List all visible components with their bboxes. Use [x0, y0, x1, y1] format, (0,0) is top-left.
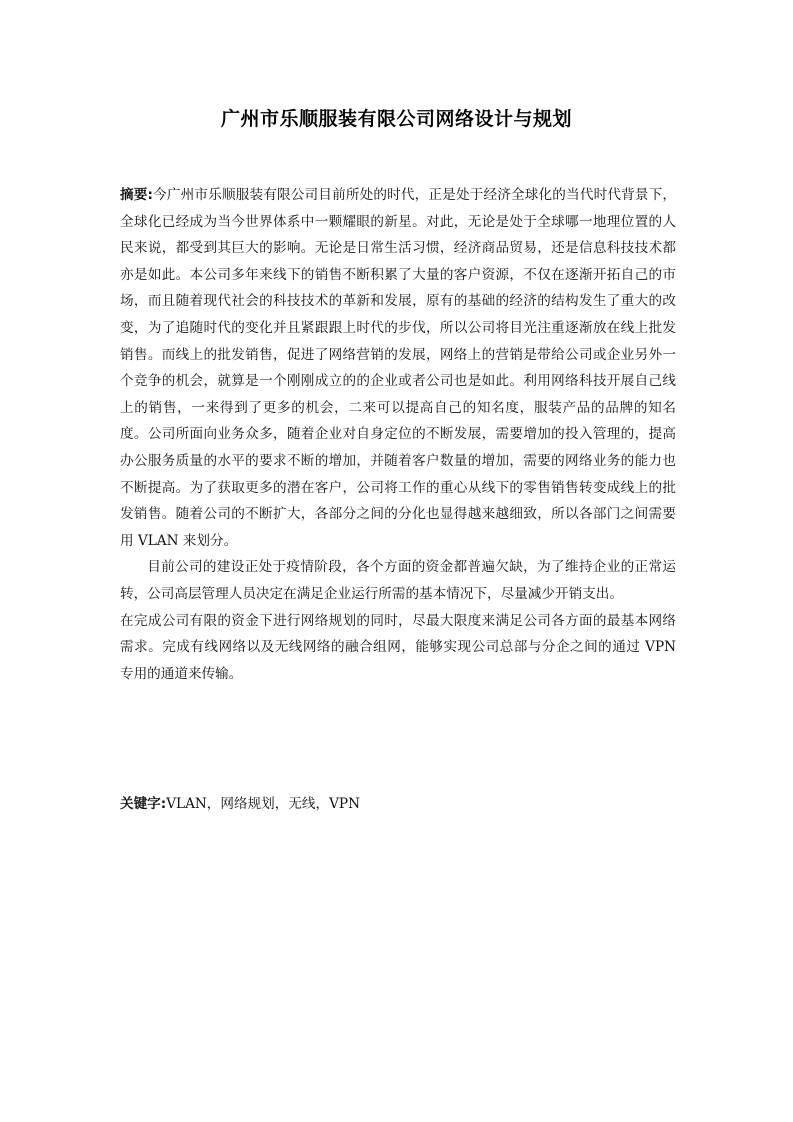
keywords-text: VLAN，网络规划，无线，VPN [166, 796, 360, 812]
abstract-section [120, 182, 676, 687]
abstract-paragraph-2: 目前公司的建设正处于疫情阶段，各个方面的资金都普遍欠缺，为了维持企业的正常运转，公司高层管理人员决定在满足企业运行所需的基本情况下，尽量减少开销支出。 [120, 559, 676, 602]
keywords-label: 关键字: [120, 796, 167, 812]
abstract-paragraph-3: 在完成公司有限的资金下进行网络规划的同时，尽最大限度来满足公司各方面的最基本网络需求。完成有线网络以及无线网络的融合组网，能够实现公司总部与分企之间的通过 VPN 专用的通道来传输。 [120, 612, 676, 682]
abstract-text-1: 今广州市乐顺服装有限公司目前所处的时代，正是处于经济全球化的当代时代背景下，全球化已经成为当今世界体系中一颗耀眼的新星。对此，无论是处于全球哪一地理位置的人民来说，都受到其巨大的影响。无论是日常生活习惯，经济商品贸易，还是信息科技技术都亦是如此。本公司多年来线下的销售不断积累了大量的客户资源，不仅在逐渐开拓自己的市场，而且随着现代社会的科技技术的革新和发展，原有的基础的经济的结构发生了重大的改变，为了追随时代的变化并且紧跟跟上时代的步伐，所以公司将目光注重逐渐放在线上批发销售。而线上的批发销售，促进了网络营销的发展，网络上的营销是带给公司或企业另外一个竞争的机会，就算是一个刚刚成立的的企业或者公司也是如此。利用网络科技开展自己线上的销售，一来得到了更多的机会，二来可以提高自己的知名度，服装产品的品牌的知名度。公司所面向业务众多，随着企业对自身定位的不断发展，需要增加的投入管理的，提高办公服务质量的水平的要求不断的增加，并随着客户数量的增加，需要的网络业务的能力也不断提高。为了获取更多的潜在客户，公司将工作的重心从线下的零售销售转变成线上的批发销售。随着公司的不断扩大，各部分之间的分化也显得越来越细致，所以各部门之间需要用 VLAN 来划分。 [120, 187, 677, 549]
abstract-paragraph-1 [120, 182, 676, 554]
abstract-label: 摘要: [120, 187, 153, 203]
document-title: 广州市乐顺服装有限公司网络设计与规划 [220, 108, 572, 130]
keywords-line [120, 791, 676, 818]
